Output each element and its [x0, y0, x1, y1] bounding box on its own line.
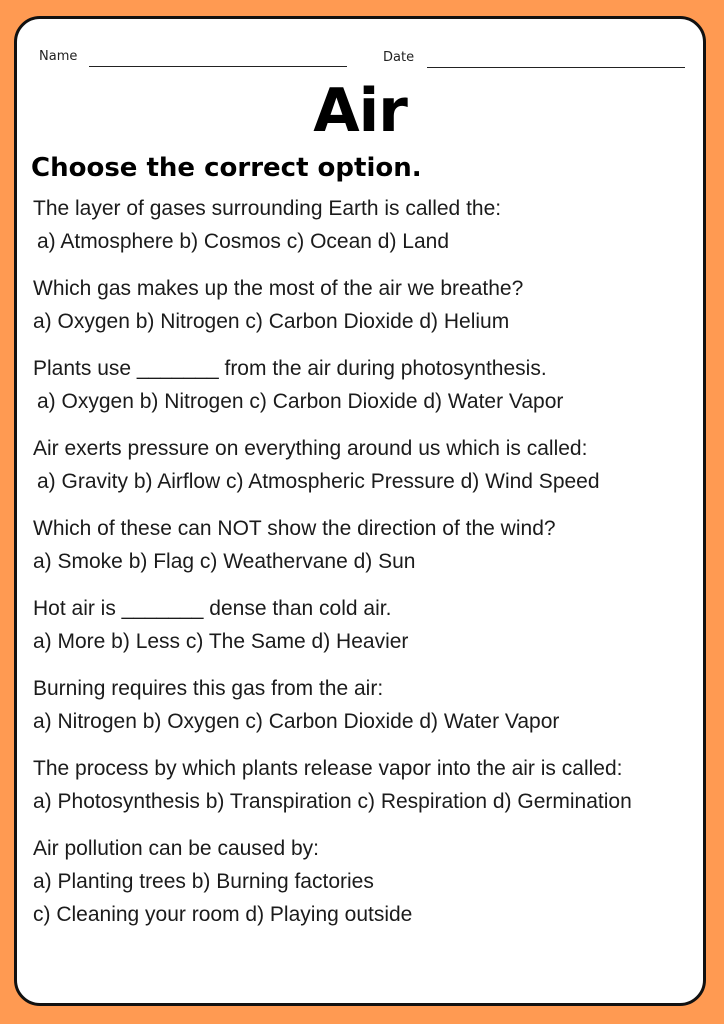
question-item — [33, 512, 689, 578]
question-options: a) Atmosphere b) Cosmos c) Ocean d) Land — [37, 230, 450, 253]
question-list — [33, 192, 689, 945]
worksheet-page — [14, 16, 706, 1006]
question-text: Hot air is _______ dense than cold air. — [33, 597, 392, 620]
question-text: Air exerts pressure on everything around us which is called: — [33, 437, 588, 460]
instruction-heading: Choose the correct option. — [31, 153, 422, 183]
question-options: a) Oxygen b) Nitrogen c) Carbon Dioxide d) Helium — [33, 310, 510, 333]
question-text: The process by which plants release vapor into the air is called: — [33, 757, 623, 780]
question-options: a) Planting trees b) Burning factories — [33, 870, 374, 893]
question-text: Which gas makes up the most of the air we breathe? — [33, 277, 524, 300]
date-write-line — [427, 67, 685, 68]
name-write-line — [89, 66, 347, 67]
question-text: Which of these can NOT show the direction of the wind? — [33, 517, 556, 540]
question-item — [33, 592, 689, 658]
question-item — [33, 352, 689, 418]
name-label: Name — [39, 49, 78, 64]
question-text: Plants use _______ from the air during photosynthesis. — [33, 357, 547, 380]
date-label: Date — [383, 50, 415, 65]
question-options-continued: c) Cleaning your room d) Playing outside — [33, 903, 413, 926]
question-item — [33, 192, 689, 258]
question-text: Burning requires this gas from the air: — [33, 677, 384, 700]
question-options: a) Smoke b) Flag c) Weathervane d) Sun — [33, 550, 416, 573]
question-options: a) Gravity b) Airflow c) Atmospheric Pressure d) Wind Speed — [37, 470, 600, 493]
question-item — [33, 832, 689, 931]
question-text: Air pollution can be caused by: — [33, 837, 320, 860]
question-options: a) Photosynthesis b) Transpiration c) Respiration d) Germination — [33, 790, 632, 813]
question-item — [33, 752, 689, 818]
question-item — [33, 672, 689, 738]
page-title: Air — [313, 76, 407, 146]
question-options: a) Oxygen b) Nitrogen c) Carbon Dioxide d) Water Vapor — [37, 390, 564, 413]
question-item — [33, 432, 689, 498]
question-options: a) More b) Less c) The Same d) Heavier — [33, 630, 409, 653]
question-text: The layer of gases surrounding Earth is called the: — [33, 197, 502, 220]
question-options: a) Nitrogen b) Oxygen c) Carbon Dioxide d) Water Vapor — [33, 710, 560, 733]
question-item — [33, 272, 689, 338]
